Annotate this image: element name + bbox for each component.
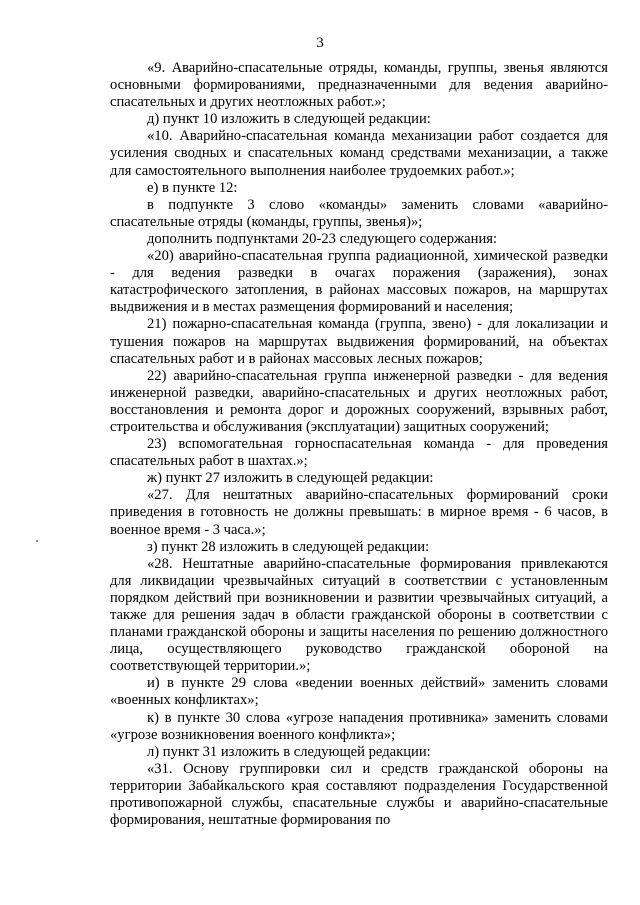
paragraph-3: «10. Аварийно-спасательная команда механизации работ создается для усиления сводных и спасательных команд средствами механизации, а также для самостоятельного выполнения наиболее трудоемких работ.»; <box>110 128 608 179</box>
paragraph-8: 21) пожарно-спасательная команда (группа, звено) - для локализации и тушения пожаров на маршрутах выдвижения формирований, на объектах спасательных работ и в районах массовых лесных пожаров; <box>110 316 608 367</box>
paragraph-7: «20) аварийно-спасательная группа радиационной, химической разведки - для ведения разведки в очагах поражения (заражения), зонах катастрофического затопления, в районах массовых пожаров, на маршрутах выдвижения и в местах размещения формирований и населения; <box>110 248 608 316</box>
paragraph-2: д) пункт 10 изложить в следующей редакции: <box>147 111 431 128</box>
paragraph-9: 22) аварийно-спасательная группа инженерной разведки - для ведения инженерной разведки, аварийно-спасательных и других неотложных работ, восстановления и ремонта дорог и дорожных сооружений, взрывных работ, строительства и обслуживания (эксплуатации) защитных сооружений; <box>110 367 608 435</box>
paragraph-5: в подпункте 3 слово «команды» заменить словами «аварийно-спасательные отряды (команды, группы, звенья)»; <box>110 196 608 230</box>
paragraph-10: 23) вспомогательная горноспасательная команда - для проведения спасательных работ в шахтах.»; <box>110 436 608 470</box>
paragraph-13: з) пункт 28 изложить в следующей редакции: <box>147 538 430 555</box>
paragraph-14: «28. Нештатные аварийно-спасательные формирования привлекаются для ликвидации чрезвычайных ситуаций в соответствии с установленным порядком действий при возникновении и развитии чрезвычайных ситуаций, а также для решения задач в области гражданской обороны в соответствии с планами гражданской обороны и защиты населения по решению должностного лица, осуществляющего руководство гражданской обороной на соответствующей территории.»; <box>110 555 608 675</box>
scan-speck <box>36 540 38 542</box>
page-number: 3 <box>316 35 324 51</box>
document-body <box>110 60 608 829</box>
paragraph-4: е) в пункте 12: <box>147 179 238 196</box>
paragraph-15: и) в пункте 29 слова «ведении военных действий» заменить словами «военных конфликтах»; <box>110 675 608 709</box>
paragraph-17: л) пункт 31 изложить в следующей редакции: <box>147 743 431 760</box>
paragraph-6: дополнить подпунктами 20-23 следующего содержания: <box>147 230 498 247</box>
paragraph-18: «31. Основу группировки сил и средств гражданской обороны на территории Забайкальского края составляют подразделения Государственной противопожарной службы, спасательные службы и аварийно-спасательные формирования, нештатные формирования по <box>110 760 608 829</box>
paragraph-12: «27. Для нештатных аварийно-спасательных формирований сроки приведения в готовность не должны превышать: в мирное время - 6 часов, в военное время - 3 часа.»; <box>110 487 608 538</box>
paragraph-11: ж) пункт 27 изложить в следующей редакции: <box>147 470 434 487</box>
paragraph-1: «9. Аварийно-спасательные отряды, команды, группы, звенья являются основными формированиями, предназначенными для ведения аварийно-спасательных и других неотложных работ.»; <box>110 60 608 111</box>
paragraph-16: к) в пункте 30 слова «угрозе нападения противника» заменить словами «угрозе возникновения военного конфликта»; <box>110 709 608 743</box>
